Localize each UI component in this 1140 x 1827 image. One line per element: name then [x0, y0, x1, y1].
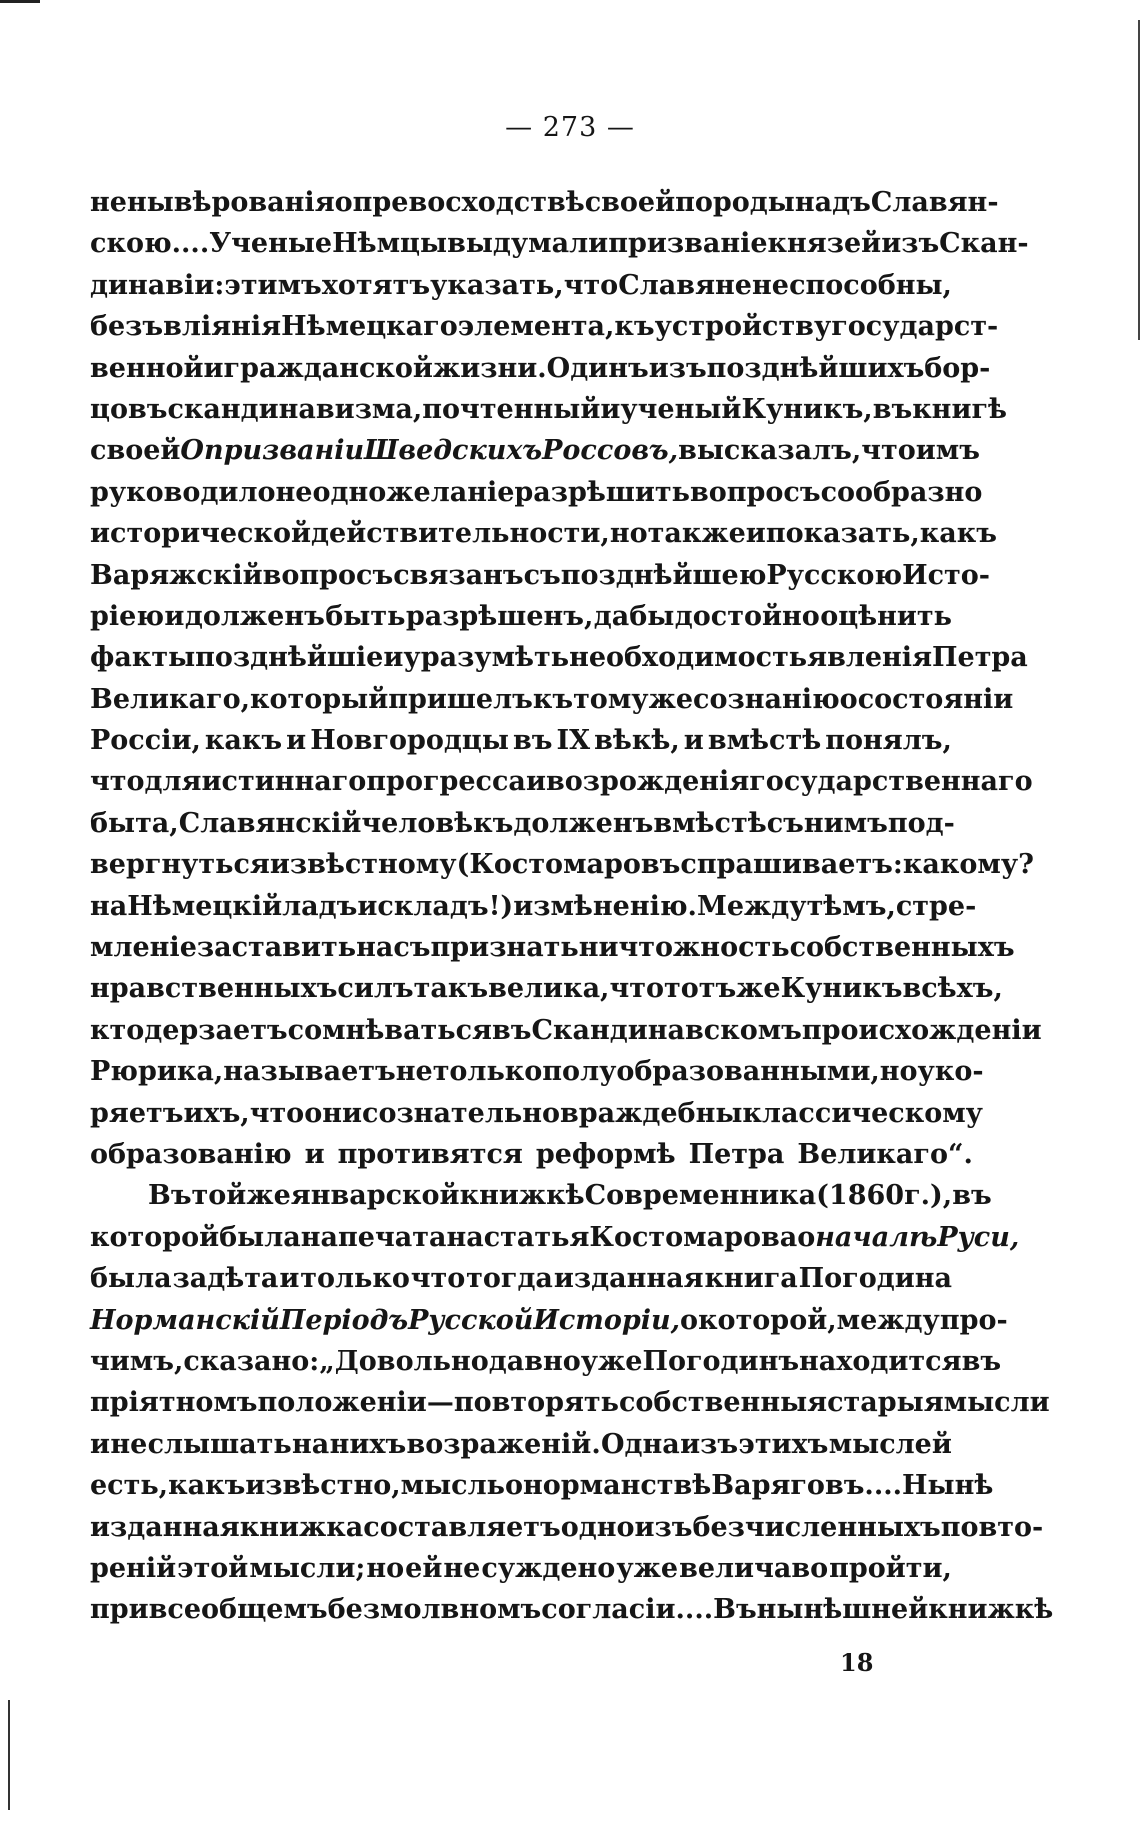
- text-line: Норманскій Періодъ Русской Исторіи, о которой, между про-: [90, 1304, 1008, 1336]
- text-line: и не слышать на нихъ возраженій. Одна изъ этихъ мыслей: [90, 1428, 952, 1460]
- text-line: руководило не одно желаніе разрѣшить вопросъ сообразно: [90, 476, 983, 508]
- text-line: изданная книжка составляетъ одно изъ безчисленныхъ повто-: [90, 1511, 1044, 1543]
- text-line: на Нѣмецкій ладъ и складъ!) измѣненію. Между тѣмъ, стре-: [90, 890, 977, 922]
- text-line: нравственныхъ силъ такъ велика, что тотъ же Куникъ всѣхъ,: [90, 973, 1003, 1005]
- body-text: [90, 182, 1054, 1631]
- text-line: пріятномъ положеніи—повторять собственныя старыя мысли: [90, 1387, 1050, 1419]
- text-line: цовъ скандинавизма, почтенный и ученый Куникъ, въ книгѣ: [90, 393, 1008, 425]
- text-line: была задѣта и только что тогда изданная книга Погодина: [90, 1263, 952, 1295]
- text-line: безъ вліянія Нѣмецкаго элемента, къ устройству государст-: [90, 311, 999, 343]
- text-line: нены вѣрованія о превосходствѣ своей породы надъ Славян-: [90, 187, 999, 218]
- text-line: которой была напечатана статья Костомарова о началѣ Руси,: [90, 1221, 1020, 1253]
- scan-corner-mark: [0, 0, 40, 9]
- text-line: ріею и долженъ быть разрѣшенъ, дабы достойно оцѣнить: [90, 600, 952, 632]
- text-line: венной и гражданской жизни. Одинъ изъ позднѣйшихъ бор-: [90, 352, 991, 384]
- signature-mark: 18: [840, 1648, 874, 1677]
- text-line: ряетъ ихъ, что они сознательно враждебны классическому: [90, 1097, 983, 1129]
- text-line: чимъ, сказано: „Довольно давно уже Погодинъ находится въ: [90, 1345, 1002, 1377]
- page-number: — 273 —: [505, 112, 635, 143]
- text-line: исторической действительности, но также и показать, какъ: [90, 518, 997, 550]
- text-line: Варяжскій вопросъ связанъ съ позднѣйшею Русскою Исто-: [90, 559, 990, 591]
- text-line: Россіи, какъ и Новгородцы въ IX вѣкѣ, и вмѣстѣ понялъ,: [90, 725, 952, 757]
- text-line: Рюрика, называетъ не только полуобразованными, но уко-: [90, 1056, 984, 1088]
- text-line: реній этой мысли; но ей не суждено уже величаво пройти,: [90, 1552, 952, 1584]
- text-line: кто дерзаетъ сомнѣваться въ Скандинавскомъ происхожденіи: [90, 1014, 1042, 1046]
- text-line: мленіе заставить насъ признать ничтожность собственныхъ: [90, 932, 1015, 964]
- text-line: быта, Славянскій человѣкъ долженъ вмѣстѣ съ нимъ под-: [90, 807, 955, 839]
- text-line: при всеобщемъ безмолвномъ согласіи.... Въ нынѣшней книжкѣ: [90, 1594, 1054, 1626]
- text-line: Великаго, который пришелъ къ тому же сознанію о состояніи: [90, 683, 1014, 715]
- scan-edge-left: [8, 1700, 10, 1810]
- text-line: скою.... Ученые Нѣмцы выдумали призваніе князей изъ Скан-: [90, 228, 1029, 260]
- text-line: образованію и противятся реформѣ Петра Великаго“.: [90, 1138, 973, 1170]
- text-line: факты позднѣйшіе и уразумѣть необходимость явленія Петра: [90, 642, 1028, 674]
- text-line: Въ той же январской книжкѣ Современника (1860 г.), въ: [148, 1180, 992, 1212]
- text-line: есть, какъ извѣстно, мысль о норманствѣ Варяговъ.... Нынѣ: [90, 1470, 994, 1502]
- text-line: своей О призваніи Шведскихъ Россовъ, высказалъ, что имъ: [90, 435, 980, 467]
- text-line: вергнуться извѣстному (Костомаровъ спрашиваетъ: какому?: [90, 849, 1034, 881]
- text-line: динавіи: этимъ хотятъ указать, что Славяне не способны,: [90, 269, 952, 301]
- text-line: что для истиннаго прогресса и возрожденія государственнаго: [90, 766, 1033, 798]
